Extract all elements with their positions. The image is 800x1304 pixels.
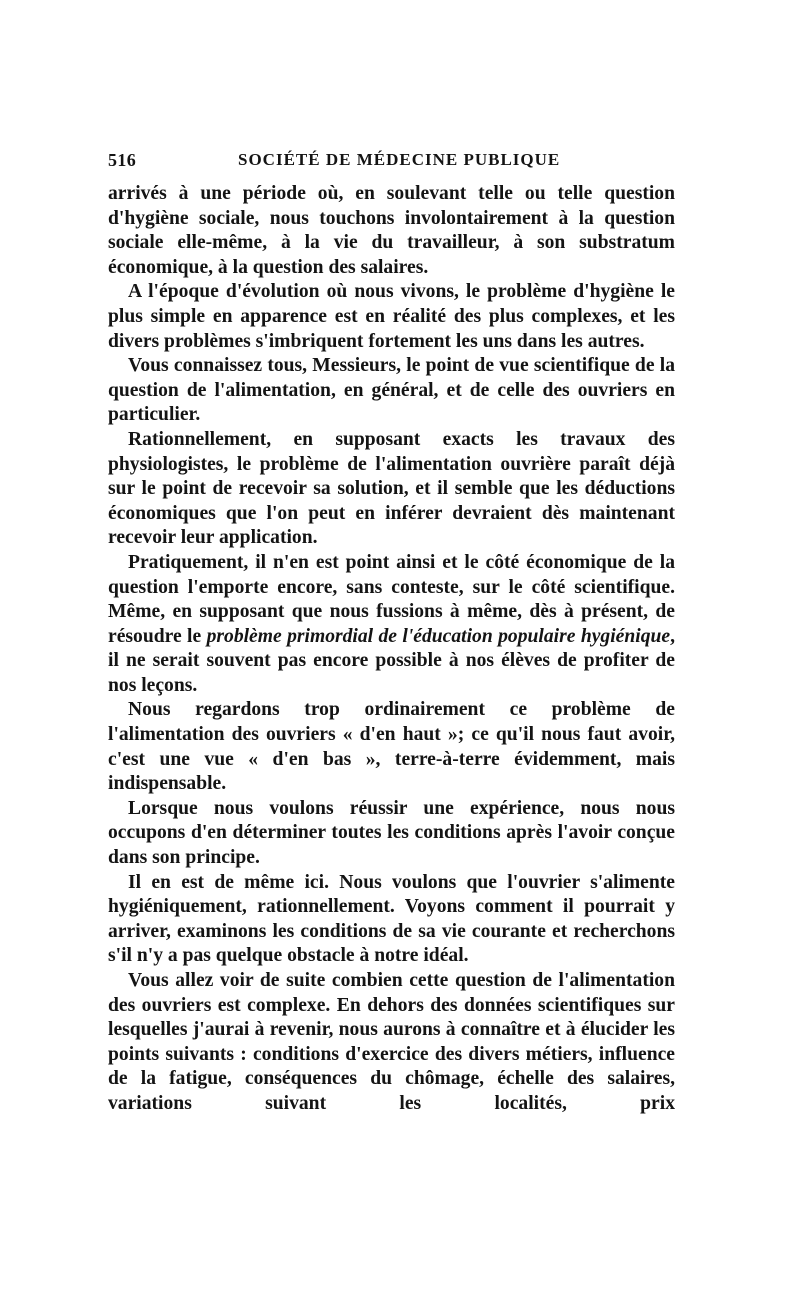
page-header (108, 150, 678, 176)
body-text (108, 182, 675, 1117)
page-number: 516 (108, 150, 137, 170)
paragraph-7: Lorsque nous voulons réussir une expérience, nous nous occupons d'en déterminer toutes les conditions après l'avoir conçue dans son principe. (108, 797, 675, 869)
running-head: SOCIÉTÉ DE MÉDECINE PUBLIQUE (238, 150, 561, 169)
paragraph-2: A l'époque d'évolution où nous vivons, le problème d'hygiène le plus simple en apparence est en réalité des plus complexes, et les divers problèmes s'imbriquent fortement les uns dans les autres. (108, 281, 675, 352)
paragraph-8: Il en est de même ici. Nous voulons que l'ouvrier s'alimente hygiéniquement, rationnellement. Voyons comment il pourrait y arriver, examinons les conditions de sa vie courante et recherchons s'il n'y a pas quelque obstacle à notre idéal. (108, 871, 675, 967)
paragraph-3: Vous connaissez tous, Messieurs, le point de vue scientifique de la question de l'alimentation, en général, et de celle des ouvriers en particulier. (108, 355, 675, 426)
paragraph-1: arrivés à une période où, en soulevant telle ou telle question d'hygiène sociale, nous touchons involontairement à la question sociale elle-même, à la vie du travailleur, à son substratum économique, à la question des salaires. (108, 183, 675, 278)
paragraph-5-text-before: Pratiquement, il n'en est point ainsi et le côté économique de la question l'emporte encore, sans conteste, sur le côté scientifique. Même, en supposant que nous fussions à même, dès à présent, de résoudre le (108, 551, 675, 647)
paragraph-9: Vous allez voir de suite combien cette question de l'alimentation des ouvriers est complexe. En dehors des données scientifiques sur lesquelles j'aurai à revenir, nous aurons à connaître et à élucider les points suivants : conditions d'exercice des divers métiers, influence de la fatigue, conséquences du chômage, échelle des salaires, variations suivant les localités, prix (108, 970, 675, 1114)
paragraph-6: Nous regardons trop ordinairement ce problème de l'alimentation des ouvriers « d'en haut »; ce qu'il nous faut avoir, c'est une vue « d'en bas », terre-à-terre évidemment, mais indispensable. (108, 699, 675, 795)
paragraph-5-text-after: , il ne serait souvent pas encore possible à nos élèves de profiter de nos leçons. (108, 625, 675, 696)
italic-phrase: problème primordial de l'éducation populaire hygiénique (206, 625, 671, 647)
paragraph-4: Rationnellement, en supposant exacts les travaux des physiologistes, le problème de l'alimentation ouvrière paraît déjà sur le point de recevoir sa solution, et il semble que les déductions économiques que l'on peut en inférer devraient dès maintenant recevoir leur application. (108, 428, 675, 549)
paragraph-5 (108, 551, 675, 699)
